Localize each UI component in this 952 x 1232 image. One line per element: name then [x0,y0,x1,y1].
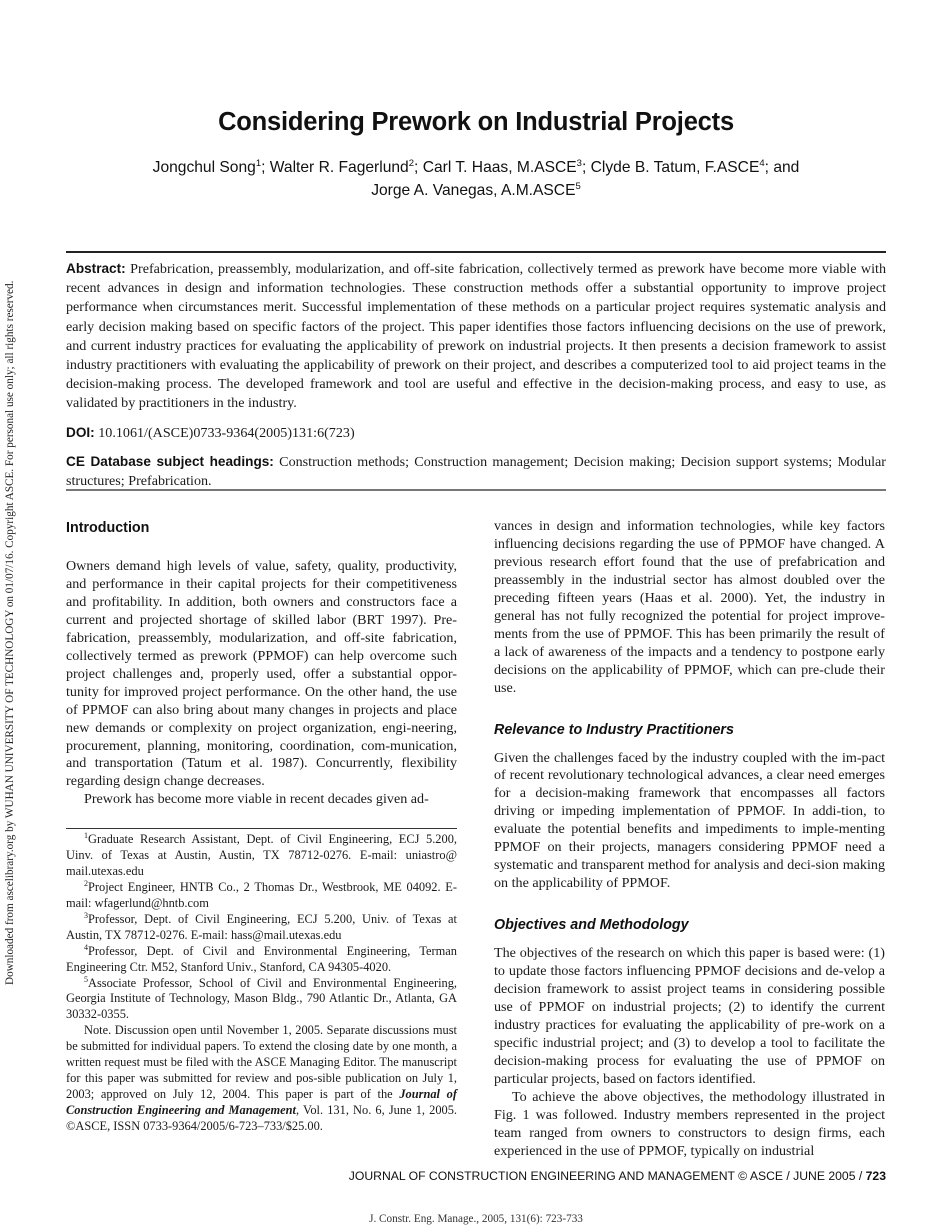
journal-name: Journal of Construction Engineering and Management [66,1086,457,1117]
download-notice: Downloaded from ascelibrary.org by WUHAN UNIVERSITY OF TECHNOLOGY on 01/07/16. Copyright ASCE. For personal use only; all rights reserved. [4,280,16,985]
section-heading-relevance: Relevance to Industry Practitioners [494,721,734,738]
affiliation-marker: 4 [759,158,765,169]
paper-title: Considering Prework on Industrial Projects [218,108,734,136]
author-name: Carl T. Haas, M.ASCE [422,159,577,176]
footnote-marker: 3 [84,910,88,920]
abstract-block [66,259,886,491]
body-paragraph: To achieve the above objectives, the methodology illustrated in Fig. 1 was followed. Industry members represented in the project team ranged from owners to constructors to design firms, each experienced in the use of PPMOF, typically on industrial [494,1088,885,1159]
author-list [90,156,862,202]
footnote-marker: 1 [84,831,88,841]
section-heading-objectives: Objectives and Methodology [494,917,689,934]
footnote-marker: 2 [84,879,88,889]
abstract [66,259,886,414]
footnote-text: Professor, Dept. of Civil and Environmental Engineering, Terman Engineering Ctr. M52, Stanford Univ., Stanford, CA 94305-4020. [66,943,457,974]
abstract-text: Prefabrication, preassembly, modularization, and off-site fabrication, collectively termed as prework have become more viable with recent advances in design and information technologies. These construction methods offer a substantial opportunity to improve project performance when circumstances merit. Successful implementation of these methods on a particular project requires systematic analysis and early decision making based on specific factors of the project. This paper identifies those factors influencing decisions on the use of prework, and current industry practices for evaluating the applicability of prework on industrial projects. It then presents a decision framework to assist industry practitioners with evaluating the applicability of prework on their project, and describes a computerized tool to aid project teams in the decision-making process. The developed framework and tool are useful and effective in the decision-making process, and easy to use, as validated by practitioners in the industry. [66,261,886,412]
affiliation-marker: 3 [576,158,582,169]
affiliation-marker: 1 [255,158,262,169]
subject-headings-text: Construction methods; Construction management; Decision making; Decision support systems; Modular structures; Prefabrication. [66,453,887,489]
author-separator: ; and [764,159,800,176]
body-paragraph: Given the challenges faced by the industry coupled with the im-pact of recent revolutionary technological advances, a clear need emerges for a decision-making framework that encompasses all factors driving or impeding implementation of PPMOF. In addi-tion, to evaluate the potential benefits and impediments to imple-menting PPMOF on their projects, managers considering PPMOF need a systematic and transparent method for analysis and deci-sion making on the applicability of PPMOF. [494,749,885,892]
author-separator: ; [414,159,423,176]
subject-headings [66,452,886,491]
note-text: Note. Discussion open until November 1, 2005. Separate discussions must be submitted for individual papers. To extend the closing date by one month, a written request must be filed with the ASCE Managing Editor. The manuscript for this paper was submitted for review and pos-sible publication on July 1, 2003; approved on July 12, 2004. This paper is part of the [66,1023,457,1101]
author-separator: ; [261,159,270,176]
left-column [66,518,457,1135]
page-number: 723 [865,1169,886,1183]
footnote-marker: 5 [84,974,88,984]
footnote [66,944,457,976]
abstract-label: Abstract: [66,261,126,276]
running-footer [349,1169,886,1183]
body-paragraph: Owners demand high levels of value, safety, quality, productivity, and performance in their capital projects for their competitiveness and profitability. In addition, both owners and constructors face a current and projected shortage of skilled labor (BRT 1997). Pre-fabrication, preassembly, modularization, and off-site fabrication, collectively termed as prework (PPMOF) can help overcome such project challenges and, properly used, offer a substantial oppor-tunity for improved project performance. On the other hand, the use of PPMOF can also bring about many changes in projects and place new demands or complexity on project organization, engi-neering, procurement, planning, monitoring, coordination, com-munication, and transportation (Tatum et al. 1987). Concurrently, flexibility regarding design change decreases. [66,558,457,790]
doi-link[interactable]: 10.1061/(ASCE)0733-9364(2005)131:6(723) [98,424,355,441]
footnote [66,832,457,880]
author-name: Walter R. Fagerlund [269,159,409,176]
footnote-text: Professor, Dept. of Civil Engineering, ECJ 5.200, Univ. of Texas at Austin, TX 78712-0276. E-mail: hass@mail.utexas.edu [66,911,457,942]
footnotes [66,832,457,1134]
doi-label: DOI: [66,424,95,440]
running-footer-text: JOURNAL OF CONSTRUCTION ENGINEERING AND MANAGEMENT © ASCE / JUNE 2005 / [348,1169,866,1183]
affiliation-marker: 5 [575,181,581,192]
footnote [66,912,457,944]
body-paragraph: Prework has become more viable in recent decades given ad- [84,791,429,808]
body-paragraph: The objectives of the research on which this paper is based were: (1) to update those factors influencing PPMOF decisions and de-velop a decision framework to assist project teams in considering possible use of PPMOF on industrial projects; (2) to identify the current industry practices for evaluating the applicability of pre-work on a specific industrial project; and (3) to develop a tool to facilitate the decision-making process for evaluating the use of PPMOF on particular projects, based on factors identified. [494,945,885,1087]
author-name: Jorge A. Vanegas, A.M.ASCE [371,182,576,199]
body-paragraph: vances in design and information technologies, while key factors influencing decisions regarding the use of PPMOF have changed. A previous research effort found that the use of prefabrication and preassembly in the industrial sector has almost doubled over the preceding fifteen years (Haas et al. 2000). Yet, the industry in general has not fully recognized the potential for project improve-ments from the use of PPMOF. This has been primarily the result of a lack of awareness of the impacts and a tendency to postpone early decisions on the applicability of PPMOF, which can pre-clude their use. [494,518,885,696]
footnote-marker: 4 [84,942,88,952]
note-text: , Vol. 131, No. 6, June 1, 2005. ©ASCE, ISSN 0733-9364/2005/6-723–733/$25.00. [66,1102,458,1133]
author-name: Jongchul Song [152,159,256,176]
footnote-text: Graduate Research Assistant, Dept. of Civil Engineering, ECJ 5.200, Uinv. of Texas at Austin, Austin, TX 78712-0276. E-mail: uniastro@ mail.utexas.edu [66,832,457,879]
abstract-bottom-rule [66,489,886,491]
author-name: Clyde B. Tatum, F.ASCE [590,159,760,176]
abstract-top-rule [66,251,886,253]
author-separator: ; [581,159,591,176]
doi [66,423,886,443]
footnote-divider [66,828,457,829]
subject-headings-label: CE Database subject headings: [66,453,274,469]
citation-line: J. Constr. Eng. Manage., 2005, 131(6): 723-733 [369,1213,583,1225]
footnote-text: Project Engineer, HNTB Co., 2 Thomas Dr., Westbrook, ME 04092. E-mail: wfagerlund@hntb.com [66,880,457,910]
editorial-note [66,1023,457,1134]
section-heading-introduction: Introduction [66,520,150,536]
right-column [494,518,885,1161]
footnote [66,880,457,912]
footnote-text: Associate Professor, School of Civil and Environmental Engineering, Georgia Institute of Technology, Mason Bldg., 790 Atlantic Dr., Atlanta, GA 30332-0355. [66,975,457,1022]
footnote [66,976,457,1024]
affiliation-marker: 2 [408,158,415,169]
